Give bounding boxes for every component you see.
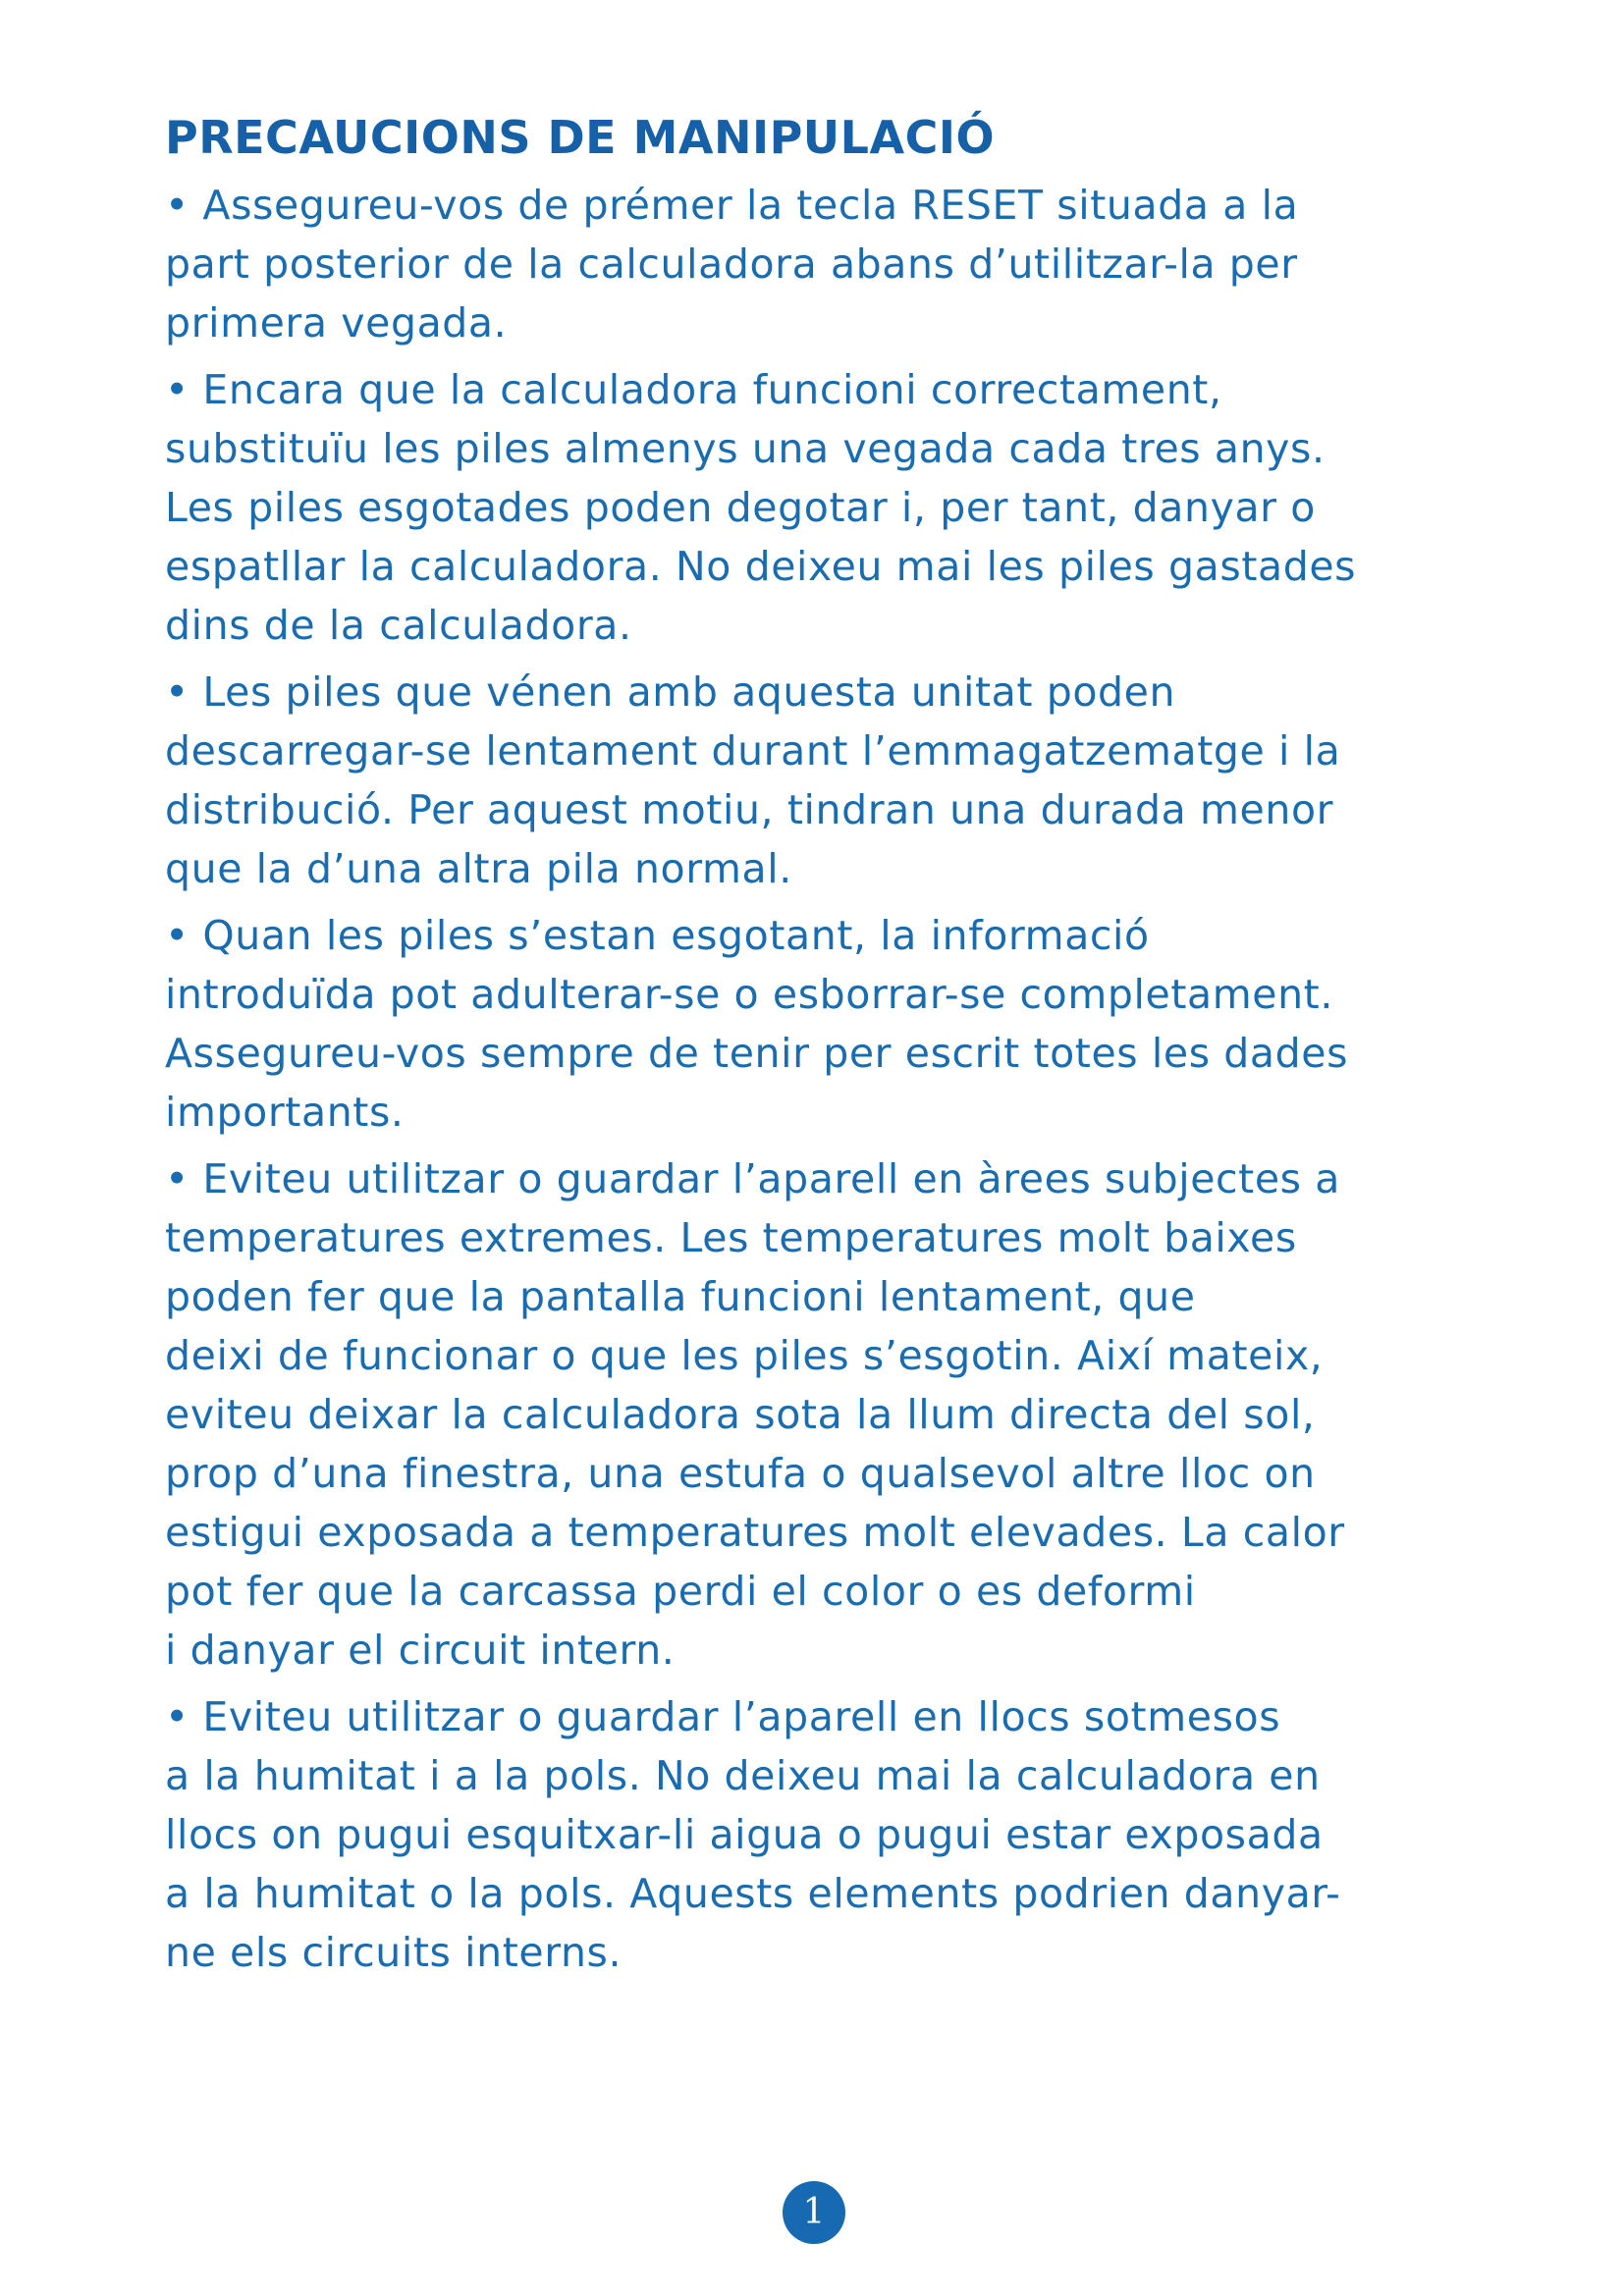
paragraph-line: deixi de funcionar o que les piles s’esgotin. Així mateix,: [165, 1332, 1324, 1379]
paragraph-line: i danyar el circuit intern.: [165, 1627, 676, 1674]
paragraph-line: part posterior de la calculadora abans d’utilitzar-la per: [165, 240, 1298, 288]
paragraph-line: espatllar la calculadora. No deixeu mai les piles gastades: [165, 543, 1357, 590]
paragraph-line: • Quan les piles s’estan esgotant, la informació: [165, 912, 1150, 959]
paragraph-line: • Encara que la calculadora funcioni correctament,: [165, 366, 1222, 413]
paragraph-line: substituïu les piles almenys una vegada cada tres anys.: [165, 425, 1326, 472]
paragraph-line: • Eviteu utilitzar o guardar l’aparell en llocs sotmesos: [165, 1693, 1281, 1740]
bullet-paragraph: [165, 663, 1481, 898]
bullet-paragraph: [165, 176, 1481, 352]
paragraph-line: temperatures extremes. Les temperatures molt baixes: [165, 1214, 1297, 1261]
paragraph-line: poden fer que la pantalla funcioni lentament, que: [165, 1273, 1196, 1320]
paragraph-line: que la d’una altra pila normal.: [165, 845, 792, 892]
paragraph-line: importants.: [165, 1089, 405, 1136]
paragraph-line: primera vegada.: [165, 299, 508, 347]
bullet-paragraph: [165, 1687, 1481, 1982]
document-page: [165, 103, 1481, 1990]
paragraph-line: descarregar-se lentament durant l’emmagatzematge i la: [165, 727, 1341, 774]
bullet-paragraph: [165, 906, 1481, 1142]
paragraph-line: eviteu deixar la calculadora sota la llum directa del sol,: [165, 1391, 1316, 1438]
paragraph-line: prop d’una finestra, una estufa o qualsevol altre lloc on: [165, 1450, 1316, 1497]
paragraph-line: a la humitat i a la pols. No deixeu mai la calculadora en: [165, 1752, 1321, 1799]
paragraph-line: Les piles esgotades poden degotar i, per tant, danyar o: [165, 484, 1316, 531]
paragraph-line: • Eviteu utilitzar o guardar l’aparell en àrees subjectes a: [165, 1155, 1340, 1202]
paragraph-line: estigui exposada a temperatures molt elevades. La calor: [165, 1509, 1345, 1556]
paragraph-line: ne els circuits interns.: [165, 1929, 623, 1976]
bullet-paragraph: [165, 1149, 1481, 1680]
page-title: PRECAUCIONS DE MANIPULACIÓ: [165, 111, 996, 164]
page-number: 1: [783, 2181, 845, 2244]
bullet-paragraph: [165, 360, 1481, 655]
paragraph-line: Assegureu-vos sempre de tenir per escrit totes les dades: [165, 1030, 1349, 1077]
paragraph-line: pot fer que la carcassa perdi el color o es deformi: [165, 1568, 1196, 1615]
paragraph-line: distribució. Per aquest motiu, tindran una durada menor: [165, 786, 1334, 833]
paragraph-line: llocs on pugui esquitxar-li aigua o pugui estar exposada: [165, 1811, 1324, 1858]
paragraph-line: a la humitat o la pols. Aquests elements podrien danyar-: [165, 1870, 1341, 1917]
paragraph-line: • Les piles que vénen amb aquesta unitat poden: [165, 668, 1176, 716]
paragraph-line: • Assegureu-vos de prémer la tecla RESET situada a la: [165, 182, 1299, 229]
paragraph-list: [165, 176, 1481, 1982]
paragraph-line: dins de la calculadora.: [165, 602, 632, 649]
paragraph-line: introduïda pot adulterar-se o esborrar-se completament.: [165, 971, 1333, 1018]
